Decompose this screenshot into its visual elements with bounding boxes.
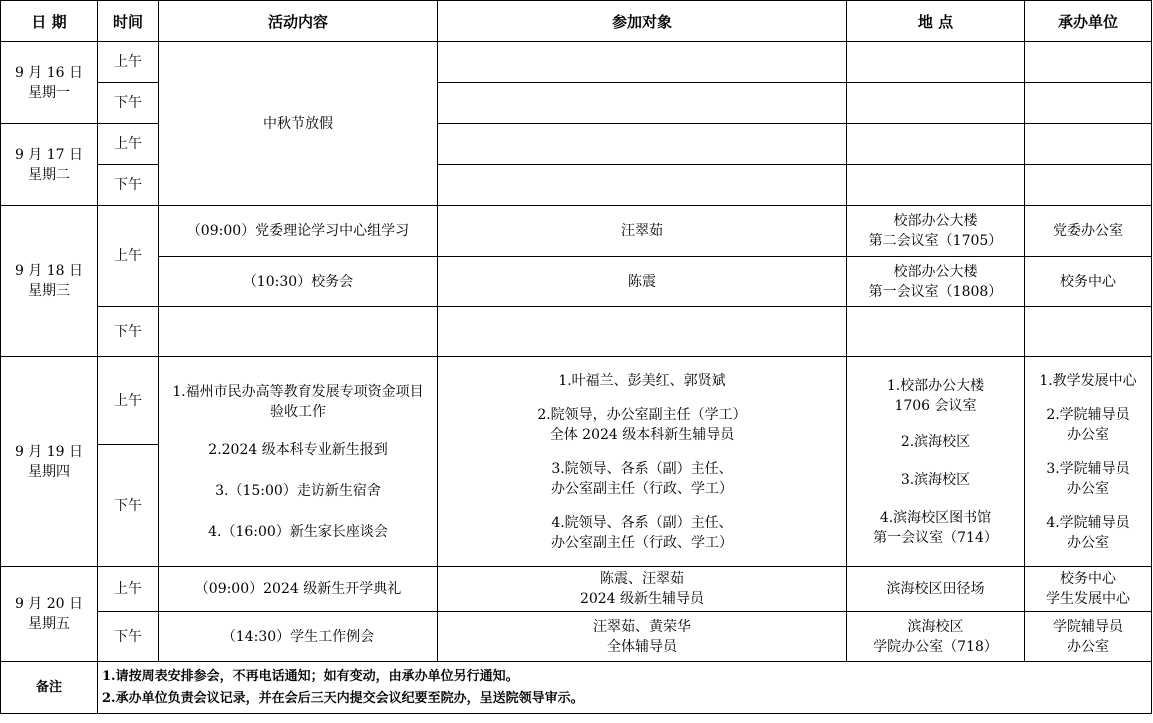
period-cell: 下午 [98, 612, 159, 662]
header-content: 活动内容 [159, 1, 438, 42]
empty-cell [847, 165, 1025, 206]
activity-organizer: 党委办公室 [1025, 206, 1152, 257]
period-cell: 上午 [98, 567, 159, 612]
empty-cell [438, 83, 847, 124]
table-row [1, 307, 1152, 357]
activity-participants: 陈震、汪翠茹 2024 级新生辅导员 [438, 567, 847, 612]
activity-participants: 1.叶福兰、彭美红、郭贤斌 2.院领导，办公室副主任（学工） 全体 2024 级本科新生辅导员 3.院领导、各系（副）主任、 办公室副主任（行政、学工） 4.院领导、各系（副）主任、 办公室副主任（行政、学工） [438, 357, 847, 567]
date-cell-mon: 9 月 16 日 星期一 [1, 42, 98, 124]
header-date: 日 期 [1, 1, 98, 42]
header-time: 时间 [98, 1, 159, 42]
empty-cell [847, 307, 1025, 357]
period-cell: 下午 [98, 445, 159, 567]
date-cell-thu: 9 月 19 日 星期四 [1, 357, 98, 567]
empty-cell [1025, 42, 1152, 83]
date-cell-fri: 9 月 20 日 星期五 [1, 567, 98, 662]
empty-cell [438, 307, 847, 357]
table-row [1, 257, 1152, 307]
table-row [1, 612, 1152, 662]
empty-cell [847, 124, 1025, 165]
activity-participants: 汪翠茹、黄荣华 全体辅导员 [438, 612, 847, 662]
holiday-cell: 中秋节放假 [159, 42, 438, 206]
empty-cell [1025, 124, 1152, 165]
period-cell: 上午 [98, 42, 159, 83]
note-line: 1.请按周表安排参会，不再电话通知；如有变动，由承办单位另行通知。 [102, 668, 519, 684]
empty-cell [438, 124, 847, 165]
activity-participants: 陈震 [438, 257, 847, 307]
empty-cell [159, 307, 438, 357]
activity-location: 校部办公大楼 第一会议室（1808） [847, 257, 1025, 307]
period-cell: 下午 [98, 165, 159, 206]
note-line: 2.承办单位负责会议记录，并在会后三天内提交会议纪要至院办，呈送院领导审示。 [102, 690, 584, 706]
activity-location: 校部办公大楼 第二会议室（1705） [847, 206, 1025, 257]
date-cell-wed: 9 月 18 日 星期三 [1, 206, 98, 357]
period-cell: 下午 [98, 83, 159, 124]
activity-location: 1.校部办公大楼 1706 会议室 2.滨海校区 3.滨海校区 4.滨海校区图书馆 第一会议室（714） [847, 357, 1025, 567]
activity-organizer: 校务中心 学生发展中心 [1025, 567, 1152, 612]
table-row [1, 567, 1152, 612]
empty-cell [1025, 307, 1152, 357]
header-organizer: 承办单位 [1025, 1, 1152, 42]
notes-label: 备注 [1, 662, 98, 714]
table-row [1, 357, 1152, 445]
header-row [1, 1, 1152, 42]
header-participants: 参加对象 [438, 1, 847, 42]
notes-content [98, 662, 1152, 714]
activity-content: （09:00）2024 级新生开学典礼 [159, 567, 438, 612]
activity-location: 滨海校区 学院办公室（718） [847, 612, 1025, 662]
activity-organizer: 1.教学发展中心 2.学院辅导员 办公室 3.学院辅导员 办公室 4.学院辅导员 办公室 [1025, 357, 1152, 567]
empty-cell [847, 42, 1025, 83]
date-cell-tue: 9 月 17 日 星期二 [1, 124, 98, 206]
empty-cell [438, 42, 847, 83]
empty-cell [438, 165, 847, 206]
table-row [1, 42, 1152, 83]
activity-content: 1.福州市民办高等教育发展专项资金项目 验收工作 2.2024 级本科专业新生报到 3.（15:00）走访新生宿舍 4.（16:00）新生家长座谈会 [159, 357, 438, 567]
period-cell: 上午 [98, 357, 159, 445]
activity-content: （10:30）校务会 [159, 257, 438, 307]
empty-cell [1025, 165, 1152, 206]
period-cell: 下午 [98, 307, 159, 357]
activity-content: （09:00）党委理论学习中心组学习 [159, 206, 438, 257]
activity-participants: 汪翠茹 [438, 206, 847, 257]
period-cell: 上午 [98, 124, 159, 165]
header-location: 地 点 [847, 1, 1025, 42]
table-row [1, 206, 1152, 257]
activity-organizer: 学院辅导员 办公室 [1025, 612, 1152, 662]
activity-organizer: 校务中心 [1025, 257, 1152, 307]
period-cell: 上午 [98, 206, 159, 307]
activity-location: 滨海校区田径场 [847, 567, 1025, 612]
notes-row [1, 662, 1152, 714]
activity-content: （14:30）学生工作例会 [159, 612, 438, 662]
empty-cell [1025, 83, 1152, 124]
empty-cell [847, 83, 1025, 124]
